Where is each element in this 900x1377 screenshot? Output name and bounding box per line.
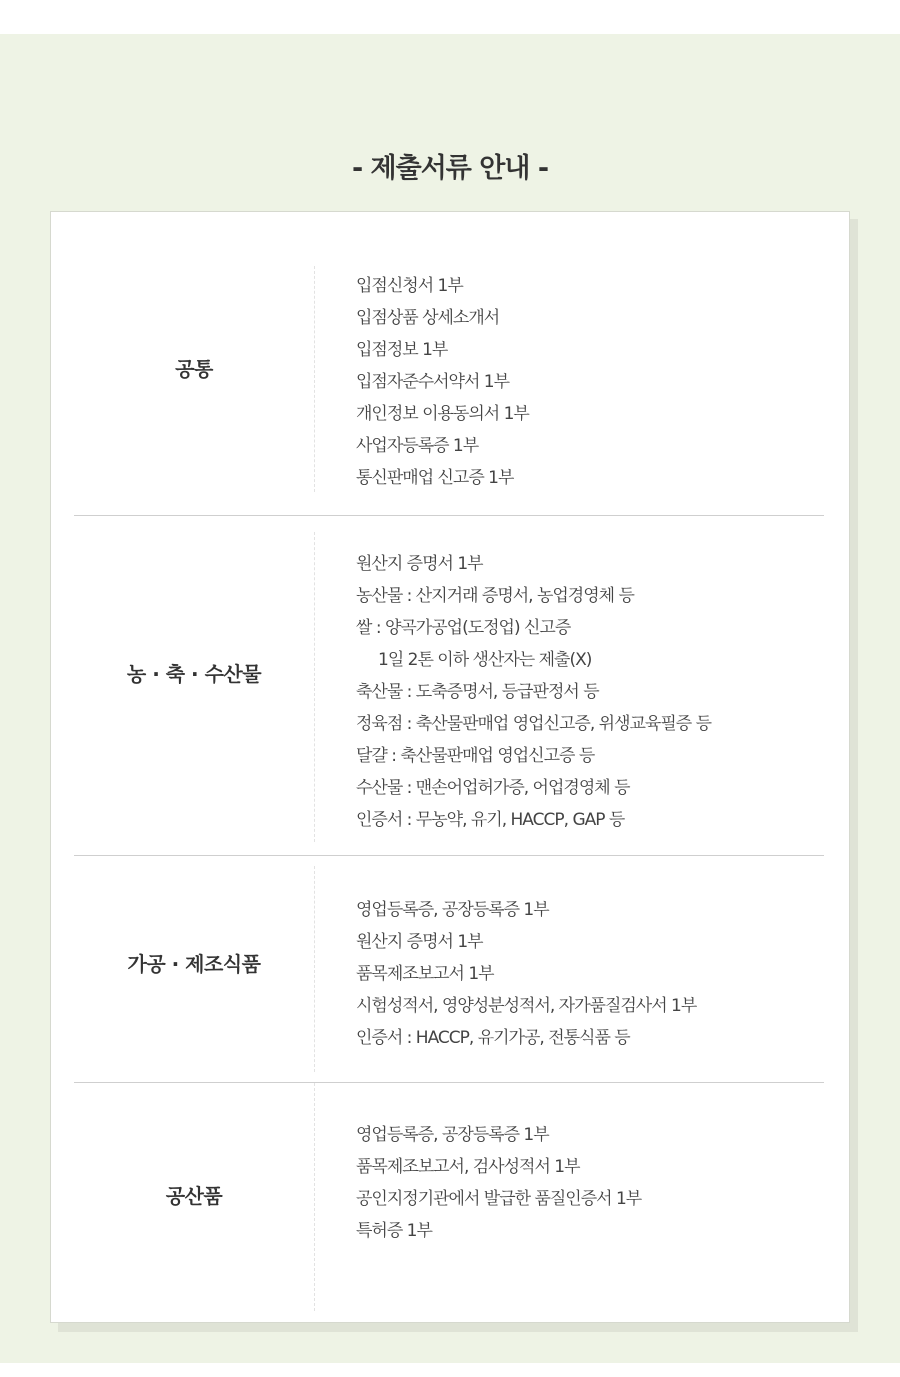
list-item: 특허증 1부 <box>356 1221 432 1241</box>
list-item: 공인지정기관에서 발급한 품질인증서 1부 <box>356 1189 642 1209</box>
document-list <box>356 1119 641 1247</box>
section-agri-livestock-fishery <box>74 516 824 856</box>
list-item: 품목제조보고서, 검사성적서 1부 <box>356 1157 580 1177</box>
list-item: 입점정보 1부 <box>356 340 448 360</box>
list-item: 정육점 : 축산물판매업 영업신고증, 위생교육필증 등 <box>356 714 712 734</box>
document-list <box>356 270 529 494</box>
list-item: 사업자등록증 1부 <box>356 436 479 456</box>
section-divider <box>314 532 315 842</box>
list-item: 농산물 : 산지거래 증명서, 농업경영체 등 <box>356 586 634 606</box>
category-label: 공산품 <box>165 1184 223 1208</box>
list-item: 영업등록증, 공장등록증 1부 <box>356 1125 549 1145</box>
list-item: 입점상품 상세소개서 <box>356 308 500 328</box>
list-item: 달걀 : 축산물판매업 영업신고증 등 <box>356 746 595 766</box>
section-divider <box>314 266 315 492</box>
section-divider <box>314 1083 315 1311</box>
document-list <box>356 894 696 1054</box>
category-label: 가공 · 제조식품 <box>127 952 261 976</box>
list-item: 인증서 : HACCP, 유기가공, 전통식품 등 <box>356 1028 630 1048</box>
page-title: - 제출서류 안내 - <box>351 153 549 184</box>
list-item: 원산지 증명서 1부 <box>356 554 483 574</box>
list-item: 축산물 : 도축증명서, 등급판정서 등 <box>356 682 599 702</box>
list-item: 영업등록증, 공장등록증 1부 <box>356 900 549 920</box>
list-item: 원산지 증명서 1부 <box>356 932 483 952</box>
list-item: 수산물 : 맨손어업허가증, 어업경영체 등 <box>356 778 630 798</box>
category-label: 공통 <box>175 357 213 381</box>
list-item: 품목제조보고서 1부 <box>356 964 494 984</box>
list-item-note: 1일 2톤 이하 생산자는 제출(X) <box>378 650 592 670</box>
list-item: 통신판매업 신고증 1부 <box>356 468 514 488</box>
section-industrial-products <box>74 1083 824 1321</box>
section-processed-food <box>74 856 824 1083</box>
section-common <box>74 212 824 516</box>
list-item: 개인정보 이용동의서 1부 <box>356 404 529 424</box>
section-divider <box>314 866 315 1072</box>
list-item: 시험성적서, 영양성분성적서, 자가품질검사서 1부 <box>356 996 697 1016</box>
list-item: 입점자준수서약서 1부 <box>356 372 510 392</box>
list-item: 인증서 : 무농약, 유기, HACCP, GAP 등 <box>356 810 625 830</box>
list-item: 입점신청서 1부 <box>356 276 463 296</box>
document-list <box>356 548 711 836</box>
category-label: 농 · 축 · 수산물 <box>126 662 262 686</box>
list-item: 쌀 : 양곡가공업(도정업) 신고증 <box>356 618 571 638</box>
documents-card <box>50 211 850 1323</box>
